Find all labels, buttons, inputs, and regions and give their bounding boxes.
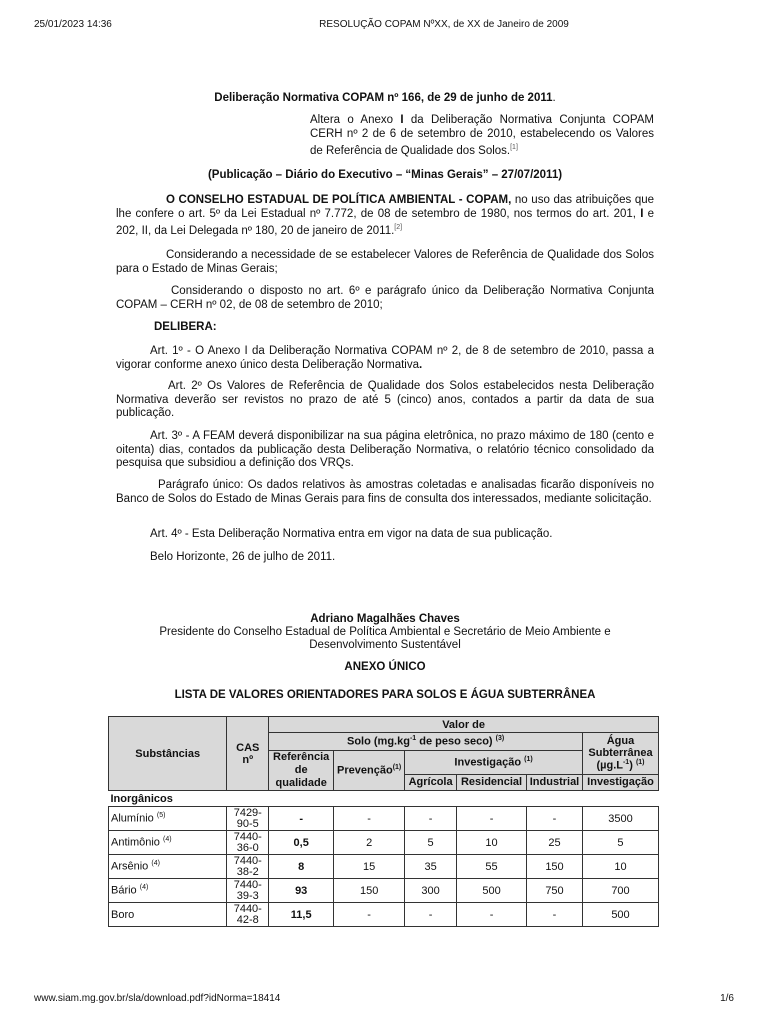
reference-value: - xyxy=(269,807,334,831)
prevention-value: - xyxy=(334,807,405,831)
place-date: Belo Horizonte, 26 de julho de 2011. xyxy=(150,551,336,563)
groundwater-value: 500 xyxy=(582,903,658,927)
table-row xyxy=(109,807,659,831)
reference-value: 8 xyxy=(269,855,334,879)
note-marker: (4) xyxy=(162,836,172,844)
page-number: 1/6 xyxy=(720,993,734,1004)
cas-number: 7440-38-2 xyxy=(227,855,269,879)
page-title: Deliberação Normativa COPAM nº 166, de 29 de junho de 2011. xyxy=(214,92,556,104)
agricultural-value: - xyxy=(405,807,457,831)
publication-note: (Publicação – Diário do Executivo – “Minas Gerais” – 27/07/2011) xyxy=(207,169,563,181)
agricultural-value: 5 xyxy=(405,831,457,855)
annex-title: ANEXO ÚNICO xyxy=(344,661,426,673)
cas-number: 7440-36-0 xyxy=(227,831,269,855)
col-header-solo: Solo ($mg.kg^{-1}$ de peso seco) $^{(3)}$ xyxy=(269,733,583,751)
residential-value: 500 xyxy=(457,879,527,903)
reference-value: 93 xyxy=(269,879,334,903)
article-4: Art. 4º - Esta Deliberação Normativa entra em vigor na data de sua publicação. xyxy=(150,528,553,540)
group-header: Inorgânicos xyxy=(109,791,659,807)
industrial-value: 150 xyxy=(527,855,583,879)
agricultural-value: 300 xyxy=(405,879,457,903)
footnote-link-2[interactable]: [2] xyxy=(394,224,403,231)
reference-value: 0,5 xyxy=(269,831,334,855)
reference-values-table xyxy=(108,716,659,927)
footnote-link-1[interactable]: [1] xyxy=(510,144,518,151)
agricultural-value: - xyxy=(405,903,457,927)
delibera-heading: DELIBERA: xyxy=(154,321,217,333)
residential-value: 55 xyxy=(457,855,527,879)
table-row xyxy=(109,879,659,903)
print-datetime: 25/01/2023 14:36 xyxy=(34,19,112,30)
considering-2: Considerando o disposto no art. 6º e parágrafo único da Deliberação Normativa Conjunta COPAM – CERH nº 02, de 08 de setembro de 2010; xyxy=(116,285,654,311)
table-row xyxy=(109,903,659,927)
signatory-role: Presidente do Conselho Estadual de Política Ambiental e Secretário de Meio Ambiente e Desenvolvimento Sustentável xyxy=(159,626,611,651)
cas-number: 7429-90-5 xyxy=(227,807,269,831)
substance-name: Antimônio $^{(4)}$ xyxy=(109,831,227,855)
col-header-investigacao: Investigação $^{(1)}$ xyxy=(405,751,583,775)
col-header-residencial: Residencial xyxy=(457,774,527,790)
residential-value: - xyxy=(457,807,527,831)
prevention-value: 15 xyxy=(334,855,405,879)
col-header-cas: CAS nº xyxy=(227,717,269,791)
col-header-industrial: Industrial xyxy=(527,774,583,790)
col-header-substances: Substâncias xyxy=(109,717,227,791)
print-doc-title: RESOLUÇÃO COPAM NºXX, de XX de Janeiro de 2009 xyxy=(319,19,569,30)
table-row xyxy=(109,855,659,879)
industrial-value: 25 xyxy=(527,831,583,855)
col-header-agua: Água Subterrânea $(\mu g.L^{-1})$ $^{(1)}$ xyxy=(582,733,658,775)
substance-name: Alumínio $^{(5)}$ xyxy=(109,807,227,831)
col-header-valor: Valor de xyxy=(269,717,659,733)
article-3-paragraph: Parágrafo único: Os dados relativos às amostras coletadas e analisadas ficarão disponíveis no Banco de Solos do Estado de Minas Gerais para fins de consulta dos interessados, mediante solicitação. xyxy=(116,479,654,505)
substance-name: Bário $^{(4)}$ xyxy=(109,879,227,903)
cas-number: 7440-42-8 xyxy=(227,903,269,927)
article-3: Art. 3º - A FEAM deverá disponibilizar na sua página eletrônica, no prazo máximo de 180 (cento e oitenta) dias, contados da publicação desta Deliberação Normativa, o relatório técnico consolidado da pesquisa que subsidiou a definição dos VRQs. xyxy=(116,430,654,469)
article-2: Art. 2º Os Valores de Referência de Qualidade dos Solos estabelecidos nesta Deliberação Normativa deverão ser revistos no prazo de até 5 (cinco) anos, contados a partir da data de sua publicação. xyxy=(116,380,654,419)
note-marker: (4) xyxy=(139,884,149,892)
substance-name: Boro xyxy=(109,903,227,927)
groundwater-value: 3500 xyxy=(582,807,658,831)
col-header-investigacao-agua: Investigação xyxy=(582,774,658,790)
industrial-value: - xyxy=(527,807,583,831)
prevention-value: 150 xyxy=(334,879,405,903)
note-marker: (4) xyxy=(151,860,160,868)
ementa: Altera o Anexo I da Deliberação Normativa Conjunta COPAM CERH nº 2 de 6 de setembro de 2010, estabelecendo os Valores de Referência de Qualidade dos Solos.[1] xyxy=(310,114,655,157)
col-header-agricola: Agrícola xyxy=(405,774,457,790)
col-header-prevencao: Prevenção$^{(1)}$ xyxy=(334,751,405,791)
table-row xyxy=(109,831,659,855)
prevention-value: 2 xyxy=(334,831,405,855)
article-1: Art. 1º - O Anexo I da Deliberação Normativa COPAM nº 2, de 8 de setembro de 2010, passa a vigorar conforme anexo único desta Deliberação Normativa. xyxy=(116,345,654,371)
list-title: LISTA DE VALORES ORIENTADORES PARA SOLOS E ÁGUA SUBTERRÂNEA xyxy=(174,689,596,701)
footer-url: www.siam.mg.gov.br/sla/download.pdf?idNorma=18414 xyxy=(34,993,281,1004)
industrial-value: 750 xyxy=(527,879,583,903)
industrial-value: - xyxy=(527,903,583,927)
note-marker: (5) xyxy=(156,812,166,820)
groundwater-value: 5 xyxy=(582,831,658,855)
prevention-value: - xyxy=(334,903,405,927)
preamble: O CONSELHO ESTADUAL DE POLÍTICA AMBIENTAL - COPAM, no uso das atribuições que lhe confere o art. 5º da Lei Estadual nº 7.772, de 08 de setembro de 1980, nos termos do art. 201, I e 202, II, da Lei Delegada nº 180, 20 de janeiro de 2011.[2] xyxy=(116,194,655,237)
substance-name: Arsênio $^{(4)}$ xyxy=(109,855,227,879)
residential-value: - xyxy=(457,903,527,927)
signatory-name: Adriano Magalhães Chaves xyxy=(310,613,460,625)
considering-1: Considerando a necessidade de se estabelecer Valores de Referência de Qualidade dos Solos para o Estado de Minas Gerais; xyxy=(116,249,654,275)
col-header-referencia: Referência de qualidade xyxy=(269,751,334,791)
cas-number: 7440-39-3 xyxy=(227,879,269,903)
residential-value: 10 xyxy=(457,831,527,855)
agricultural-value: 35 xyxy=(405,855,457,879)
reference-value: 11,5 xyxy=(269,903,334,927)
groundwater-value: 10 xyxy=(582,855,658,879)
groundwater-value: 700 xyxy=(582,879,658,903)
